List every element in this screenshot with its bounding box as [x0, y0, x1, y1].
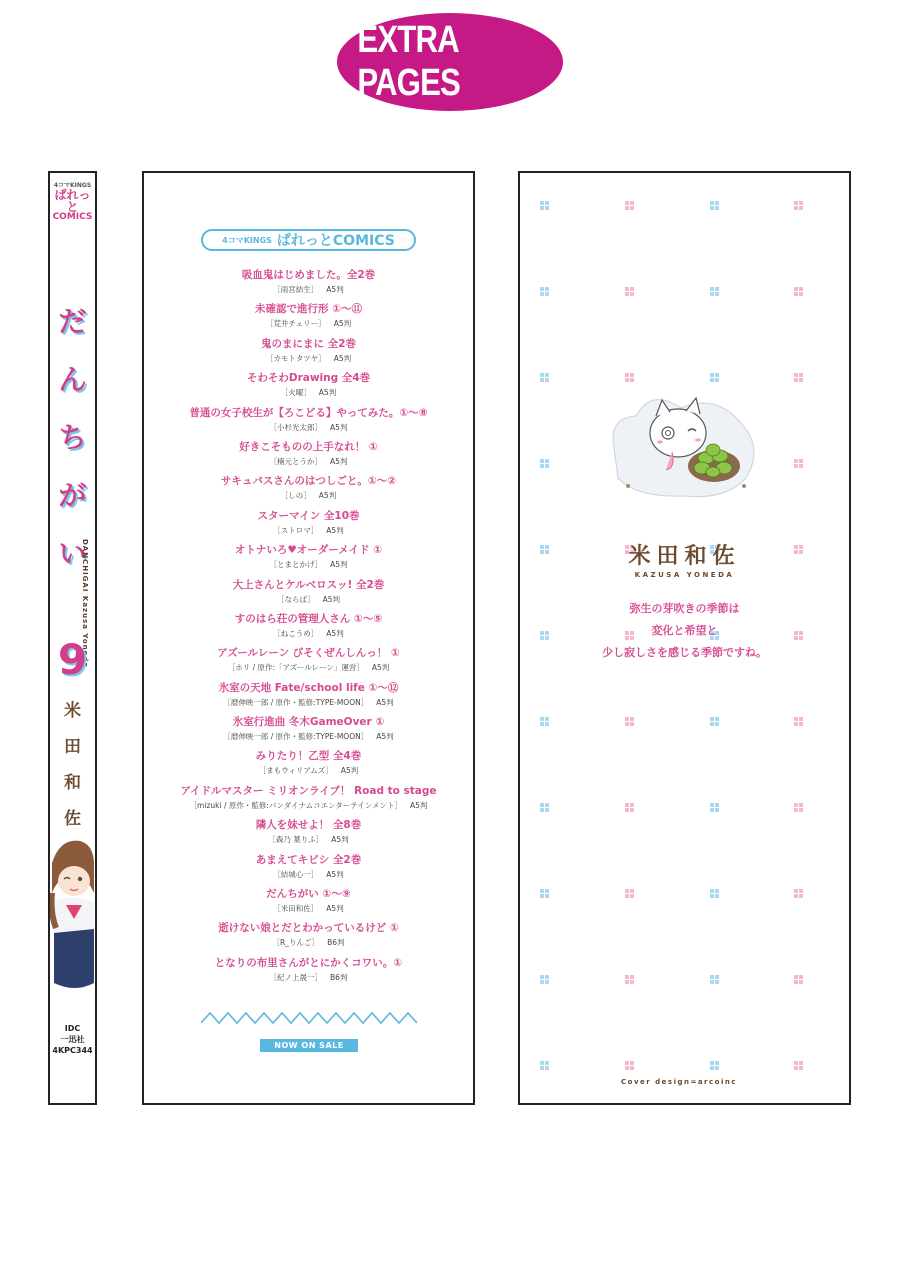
book-format: A5判 — [410, 800, 428, 810]
book-entry — [144, 713, 473, 747]
book-entry — [144, 541, 473, 575]
book-format: A5判 — [333, 353, 352, 363]
book-entry — [144, 679, 473, 713]
book-author: ［磨伸映一郎 / 原作・監修:TYPE-MOON］ — [223, 732, 369, 742]
book-meta — [144, 628, 473, 640]
spine-author-char: 和 — [64, 773, 81, 793]
spine-volume-number: 9 — [57, 635, 88, 684]
book-format: A5判 — [330, 560, 348, 570]
book-author: ［R_りんご］ — [272, 938, 320, 948]
pattern-square — [710, 803, 719, 812]
book-title: となりの布里さんがとにかくコワい。① — [214, 956, 403, 969]
spine-product-code: 4KPC344 — [52, 1046, 93, 1055]
book-meta — [144, 387, 473, 399]
book-title: あまえてキビシ 全2巻 — [255, 853, 362, 866]
book-title: アイドルマスター ミリオンライブ！ Road to stage — [180, 784, 437, 797]
spine-series-main: ぱれっと — [54, 188, 91, 214]
author-message-line: 弥生の芽吹きの季節は — [629, 602, 740, 615]
book-format: A5判 — [326, 628, 344, 638]
book-format: A5判 — [376, 732, 394, 742]
spine-publisher-line: 一迅社 — [60, 1035, 85, 1044]
book-author: ［結城心一］ — [273, 869, 319, 879]
flap-author-romaji: KAZUSA YONEDA — [634, 571, 735, 579]
spine-title-char: ち — [58, 421, 87, 454]
spine-title-char: い — [58, 537, 87, 570]
extra-pages-badge — [337, 13, 563, 111]
book-format: A5判 — [330, 456, 348, 466]
spine-publisher — [50, 1023, 95, 1056]
pattern-square — [794, 373, 803, 382]
book-author: ［雨宮結生］ — [273, 285, 319, 294]
book-author: ［ねこうめ］ — [273, 628, 319, 638]
book-author: ［米田和佐］ — [273, 904, 319, 914]
book-format: A5判 — [318, 388, 337, 398]
book-meta — [144, 284, 473, 296]
pattern-square — [794, 803, 803, 812]
pattern-square — [540, 287, 549, 296]
book-title: みりたり！乙型 全4巻 — [255, 750, 362, 763]
pattern-square — [540, 803, 549, 812]
book-author: ［とまとかげ］ — [269, 560, 323, 570]
pattern-square — [625, 287, 634, 296]
pattern-square — [540, 889, 549, 898]
book-meta — [144, 731, 473, 743]
spine-author-char: 田 — [64, 737, 81, 757]
book-meta — [144, 662, 473, 674]
book-meta — [144, 903, 473, 915]
book-format: A5判 — [322, 594, 340, 604]
book-format: A5判 — [330, 422, 348, 432]
lineup-header-small: 4コマKINGS — [222, 235, 272, 245]
book-entry — [144, 438, 473, 472]
book-entry — [144, 610, 473, 644]
book-format: A5判 — [331, 835, 349, 845]
book-author: ［火曜］ — [280, 388, 311, 398]
book-format: A5判 — [333, 319, 352, 329]
book-meta — [144, 765, 473, 777]
book-author: ［しの］ — [280, 491, 311, 501]
spine-title-char: だ — [58, 305, 87, 338]
book-title: 吸血鬼はじめました。全2巻 — [241, 269, 376, 281]
pattern-square — [625, 1061, 634, 1070]
pattern-square — [540, 201, 549, 210]
book-title: 鬼のまにまに 全2巻 — [261, 337, 356, 350]
book-title: 好きこそものの上手なれ！ ① — [239, 440, 378, 453]
book-entry — [144, 885, 473, 919]
book-meta — [144, 422, 473, 434]
book-author: ［荒井チェリー］ — [265, 319, 326, 329]
book-format: A5判 — [340, 766, 359, 776]
book-format: B6判 — [330, 972, 348, 982]
book-title: オトナいろ♥オーダーメイド ① — [234, 544, 383, 557]
spine-series-small: 4コマKINGS — [53, 182, 92, 189]
book-format: A5判 — [326, 525, 344, 535]
book-meta — [144, 456, 473, 468]
book-entry — [144, 919, 473, 953]
pattern-square — [625, 975, 634, 984]
pattern-square — [794, 975, 803, 984]
book-meta — [144, 937, 473, 949]
book-title: そわそわDrawing 全4巻 — [246, 372, 371, 385]
book-title: サキュバスさんのはつしごと。①～② — [220, 475, 397, 488]
book-format: A5判 — [326, 904, 344, 914]
pattern-square — [540, 1061, 549, 1070]
spine-title-char: ん — [58, 363, 87, 396]
book-entry — [144, 782, 473, 816]
book-format: B6判 — [327, 938, 345, 948]
book-meta — [144, 800, 473, 812]
pattern-square — [540, 459, 549, 468]
lineup-panel — [142, 171, 475, 1105]
book-list — [144, 266, 473, 988]
book-entry — [144, 266, 473, 300]
book-title: 未確認で進行形 ①～⑪ — [254, 303, 363, 316]
pattern-square — [540, 975, 549, 984]
book-entry — [144, 300, 473, 334]
pattern-square — [710, 201, 719, 210]
book-author: ［森乃 葉りふ］ — [268, 835, 324, 845]
book-entry — [144, 404, 473, 438]
pattern-square — [794, 287, 803, 296]
book-author: ［楠元とうか］ — [269, 456, 323, 466]
book-meta — [144, 318, 473, 330]
book-entry — [144, 472, 473, 506]
book-author: ［ならば］ — [277, 594, 315, 604]
lineup-header-title: ぱれっとCOMICS — [276, 233, 395, 249]
spine-character-illustration — [50, 833, 95, 1003]
book-meta — [144, 559, 473, 571]
book-title: 逝けない娘とだとわかっているけど ① — [218, 922, 399, 935]
book-title: 氷室の天地 Fate/school life ①～⑫ — [218, 681, 399, 694]
book-author: ［カモトタツヤ］ — [265, 353, 326, 363]
book-entry — [144, 954, 473, 988]
book-meta — [144, 490, 473, 502]
book-author: ［ストロマ］ — [273, 525, 319, 535]
book-author: ［mizuki / 原作・監修:バンダイナムコエンターテインメント］ — [189, 800, 403, 810]
book-meta — [144, 525, 473, 537]
badge-text: EXTRA PAGES — [357, 19, 461, 104]
book-entry — [144, 851, 473, 885]
book-entry — [144, 576, 473, 610]
book-format: A5判 — [326, 869, 344, 879]
spine-series-sub: COMICS — [52, 212, 93, 222]
book-title: スターマイン 全10巻 — [257, 509, 360, 522]
pattern-square — [710, 975, 719, 984]
book-title: 隣人を妹せよ！ 全8巻 — [255, 819, 362, 832]
spine-romaji: DANCHIGAI Kazusa Yoneda — [81, 539, 89, 669]
now-on-sale-label: NOW ON SALE — [260, 1039, 358, 1052]
book-author: ［磨伸映一郎 / 原作・監修:TYPE-MOON］ — [223, 697, 369, 707]
pattern-square — [710, 889, 719, 898]
pattern-square — [710, 717, 719, 726]
book-format: A5判 — [326, 285, 344, 294]
pattern-square — [794, 1061, 803, 1070]
pattern-square — [625, 889, 634, 898]
book-title: 氷室行進曲 冬木GameOver ① — [232, 716, 385, 729]
spine-author — [50, 693, 95, 837]
book-format: A5判 — [376, 697, 394, 707]
cover-design-credit: Cover design=arcoinc — [621, 1078, 737, 1086]
book-meta — [144, 697, 473, 709]
pattern-square — [710, 1061, 719, 1070]
spine-author-char: 米 — [64, 701, 81, 721]
pattern-square — [794, 201, 803, 210]
book-title: 大上さんとケルベロスッ! 全2巻 — [232, 578, 385, 591]
book-author: ［ホリ / 原作:「アズールレーン」運営］ — [227, 663, 364, 673]
pattern-square — [625, 717, 634, 726]
spine-author-char: 佐 — [64, 809, 81, 829]
pattern-square — [794, 459, 803, 468]
pattern-square — [794, 889, 803, 898]
book-entry — [144, 816, 473, 850]
book-meta — [144, 869, 473, 881]
flap-author-name: 米田和佐 — [628, 544, 741, 569]
spine-publisher-line: IDC — [64, 1024, 81, 1033]
book-entry — [144, 747, 473, 781]
book-author: ［まもウィリアムズ］ — [258, 766, 333, 776]
spine-title-char: が — [58, 479, 87, 512]
pattern-square — [710, 287, 719, 296]
book-entry — [144, 369, 473, 403]
pattern-square — [625, 201, 634, 210]
mascot-illustration — [606, 378, 761, 503]
book-entry — [144, 335, 473, 369]
author-message — [520, 598, 849, 664]
pattern-square — [625, 803, 634, 812]
book-title: アズールレーン びそくぜんしんっ！ ① — [217, 647, 400, 660]
book-entry — [144, 507, 473, 541]
zigzag-divider — [201, 1011, 417, 1025]
book-spine — [48, 171, 97, 1105]
lineup-header — [201, 229, 416, 251]
book-author: ［小杉光太郎］ — [269, 422, 323, 432]
book-title: だんちがい ①～⑨ — [266, 888, 351, 901]
book-meta — [144, 834, 473, 846]
book-author: ［紀ノ上晟一］ — [269, 972, 323, 982]
book-format: A5判 — [318, 491, 337, 501]
book-title: 普通の女子校生が【ろこどる】やってみた。①～⑧ — [189, 406, 428, 419]
book-entry — [144, 644, 473, 678]
book-title: すのはら荘の管理人さん ①～⑤ — [234, 612, 383, 625]
pattern-square — [540, 717, 549, 726]
author-message-line: 少し寂しさを感じる季節ですね。 — [602, 646, 767, 659]
book-meta — [144, 594, 473, 606]
author-message-line: 変化と希望と — [651, 624, 718, 637]
cover-flap — [518, 171, 851, 1105]
book-meta — [144, 353, 473, 365]
spine-series-logo — [50, 183, 95, 222]
pattern-square — [794, 717, 803, 726]
book-meta — [144, 972, 473, 984]
pattern-square — [540, 373, 549, 382]
book-format: A5判 — [371, 663, 390, 673]
